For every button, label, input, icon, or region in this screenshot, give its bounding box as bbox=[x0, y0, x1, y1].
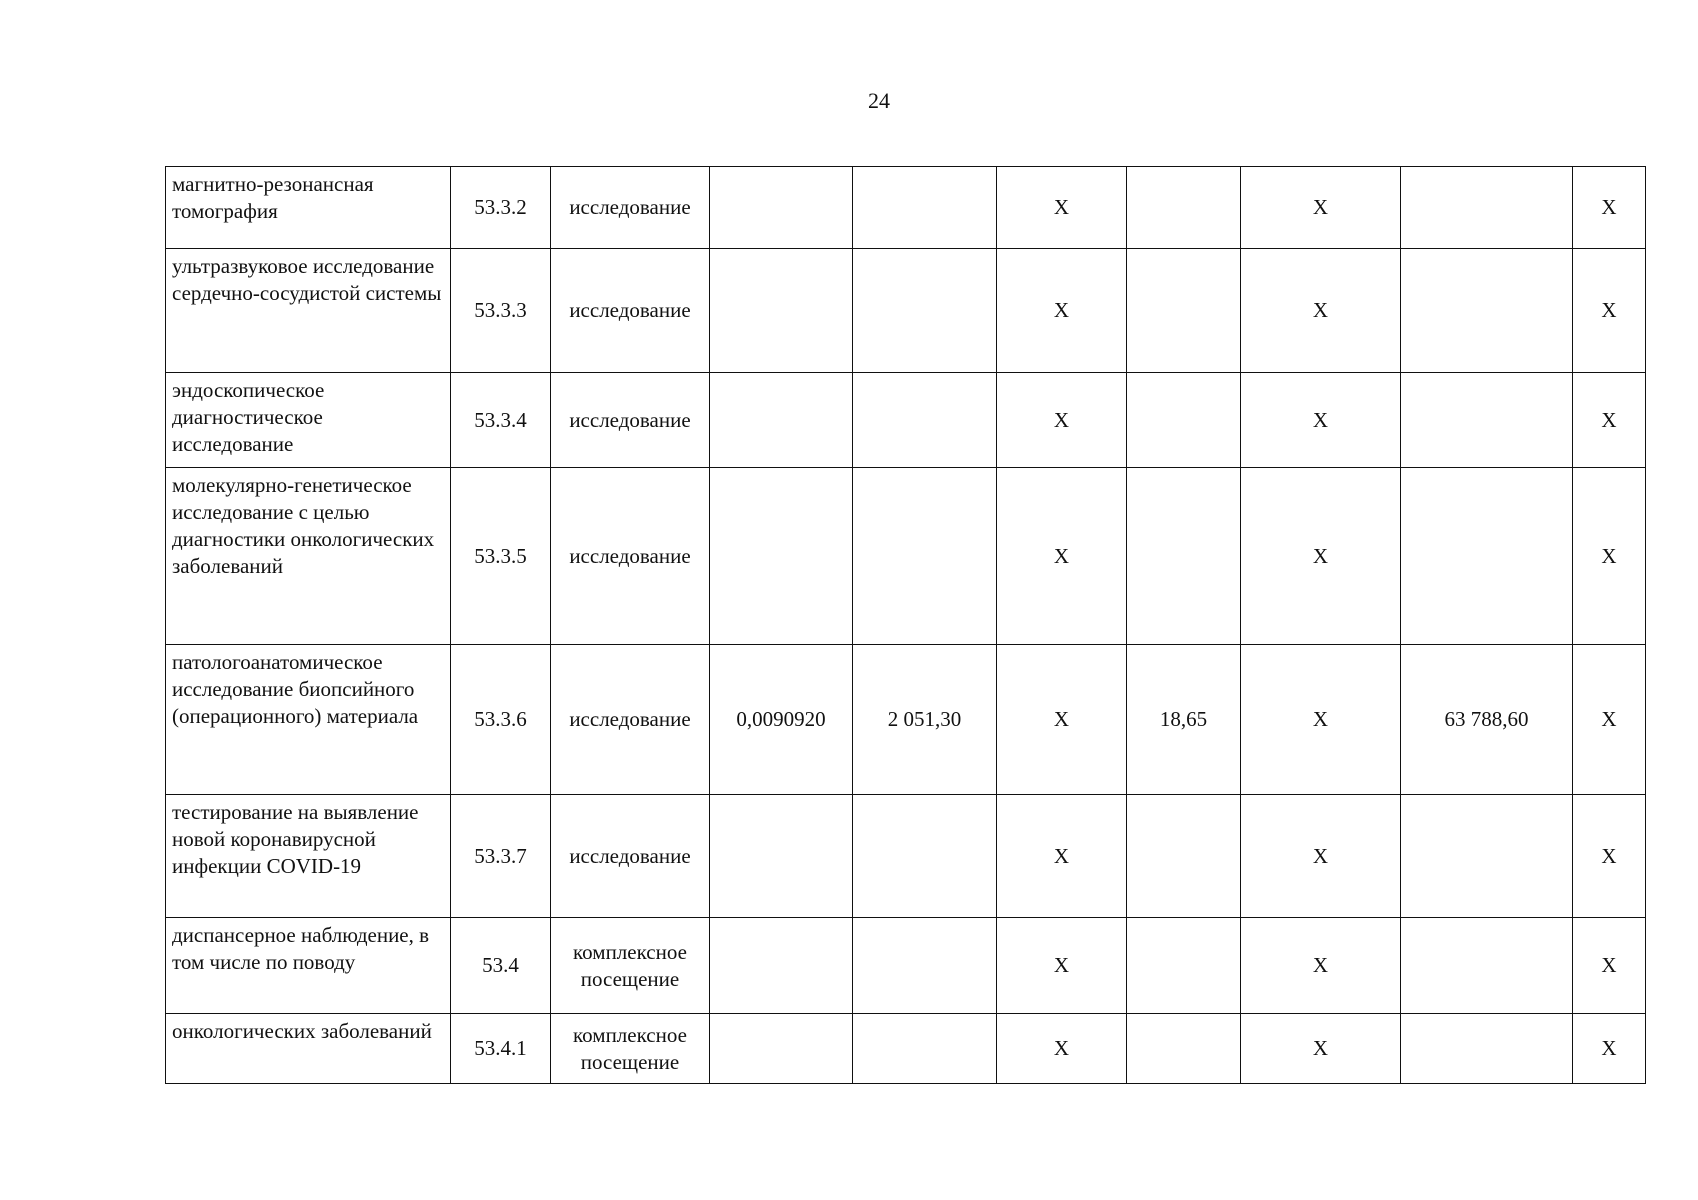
service-name-cell: магнитно-резонансная томография bbox=[166, 167, 451, 249]
table-row bbox=[166, 918, 1646, 1014]
table-cell bbox=[710, 918, 853, 1014]
table-cell bbox=[1127, 249, 1241, 373]
unit-cell: исследование bbox=[551, 468, 710, 645]
table-cell bbox=[1127, 918, 1241, 1014]
table-cell bbox=[710, 795, 853, 918]
unit-cell: исследование bbox=[551, 795, 710, 918]
service-name-cell: патологоанатомическое исследование биопсийного (операционного) материала bbox=[166, 645, 451, 795]
table-cell bbox=[853, 167, 997, 249]
table-cell bbox=[710, 1014, 853, 1084]
table-cell: X bbox=[997, 249, 1127, 373]
service-code-cell: 53.3.5 bbox=[451, 468, 551, 645]
table-cell bbox=[1127, 1014, 1241, 1084]
table-row bbox=[166, 795, 1646, 918]
table-cell: X bbox=[997, 1014, 1127, 1084]
table-cell: X bbox=[1241, 249, 1401, 373]
table-row bbox=[166, 373, 1646, 468]
table-cell: X bbox=[997, 167, 1127, 249]
table-row bbox=[166, 468, 1646, 645]
unit-cell: исследование bbox=[551, 645, 710, 795]
table-cell: X bbox=[1241, 373, 1401, 468]
table-cell: 18,65 bbox=[1127, 645, 1241, 795]
table-cell: X bbox=[1241, 468, 1401, 645]
table-cell: X bbox=[1241, 167, 1401, 249]
table-cell: X bbox=[1241, 1014, 1401, 1084]
table-cell bbox=[853, 373, 997, 468]
table-cell: 0,0090920 bbox=[710, 645, 853, 795]
service-code-cell: 53.4.1 bbox=[451, 1014, 551, 1084]
table-cell: X bbox=[997, 373, 1127, 468]
table-cell bbox=[1401, 468, 1573, 645]
unit-cell: комплексное посещение bbox=[551, 1014, 710, 1084]
service-code-cell: 53.3.2 bbox=[451, 167, 551, 249]
table-row bbox=[166, 645, 1646, 795]
table-cell: X bbox=[997, 795, 1127, 918]
table-cell: X bbox=[1573, 167, 1646, 249]
service-name-cell: молекулярно-генетическое исследование с целью диагностики онкологических заболеваний bbox=[166, 468, 451, 645]
table-row bbox=[166, 167, 1646, 249]
service-code-cell: 53.3.7 bbox=[451, 795, 551, 918]
table-cell: X bbox=[1573, 795, 1646, 918]
service-code-cell: 53.3.6 bbox=[451, 645, 551, 795]
service-name-cell: онкологических заболеваний bbox=[166, 1014, 451, 1084]
table-cell bbox=[1401, 918, 1573, 1014]
service-name-cell: диспансерное наблюдение, в том числе по поводу bbox=[166, 918, 451, 1014]
table-cell: X bbox=[1573, 918, 1646, 1014]
unit-cell: комплексное посещение bbox=[551, 918, 710, 1014]
table-cell bbox=[1401, 795, 1573, 918]
table-cell: X bbox=[1573, 1014, 1646, 1084]
service-code-cell: 53.4 bbox=[451, 918, 551, 1014]
table-cell bbox=[1401, 249, 1573, 373]
table-cell: X bbox=[1241, 645, 1401, 795]
page-number: 24 bbox=[868, 88, 890, 113]
table-cell bbox=[710, 373, 853, 468]
table-cell: 2 051,30 bbox=[853, 645, 997, 795]
table-cell: X bbox=[1241, 795, 1401, 918]
service-name-cell: эндоскопическое диагностическое исследование bbox=[166, 373, 451, 468]
table-cell: X bbox=[997, 468, 1127, 645]
table-cell: X bbox=[1573, 249, 1646, 373]
service-name-cell: тестирование на выявление новой коронавирусной инфекции COVID-19 bbox=[166, 795, 451, 918]
table-cell bbox=[853, 1014, 997, 1084]
table-row bbox=[166, 1014, 1646, 1084]
unit-cell: исследование bbox=[551, 373, 710, 468]
table-cell: 63 788,60 bbox=[1401, 645, 1573, 795]
table-cell bbox=[710, 249, 853, 373]
table-cell bbox=[1127, 795, 1241, 918]
unit-cell: исследование bbox=[551, 167, 710, 249]
table-cell bbox=[1127, 468, 1241, 645]
service-name-cell: ультразвуковое исследование сердечно-сосудистой системы bbox=[166, 249, 451, 373]
table-cell bbox=[853, 795, 997, 918]
service-code-cell: 53.3.3 bbox=[451, 249, 551, 373]
table-cell bbox=[710, 167, 853, 249]
table-cell: X bbox=[997, 645, 1127, 795]
table-cell bbox=[853, 249, 997, 373]
table-cell bbox=[1401, 167, 1573, 249]
table-cell: X bbox=[997, 918, 1127, 1014]
table-cell bbox=[853, 468, 997, 645]
table-cell: X bbox=[1241, 918, 1401, 1014]
unit-cell: исследование bbox=[551, 249, 710, 373]
table-row bbox=[166, 249, 1646, 373]
tariff-table bbox=[165, 166, 1646, 1084]
table-cell bbox=[710, 468, 853, 645]
table-cell bbox=[853, 918, 997, 1014]
table-cell bbox=[1401, 373, 1573, 468]
table-cell: X bbox=[1573, 645, 1646, 795]
table-cell bbox=[1127, 373, 1241, 468]
table-cell bbox=[1127, 167, 1241, 249]
service-code-cell: 53.3.4 bbox=[451, 373, 551, 468]
table-cell: X bbox=[1573, 468, 1646, 645]
table-cell: X bbox=[1573, 373, 1646, 468]
table-cell bbox=[1401, 1014, 1573, 1084]
